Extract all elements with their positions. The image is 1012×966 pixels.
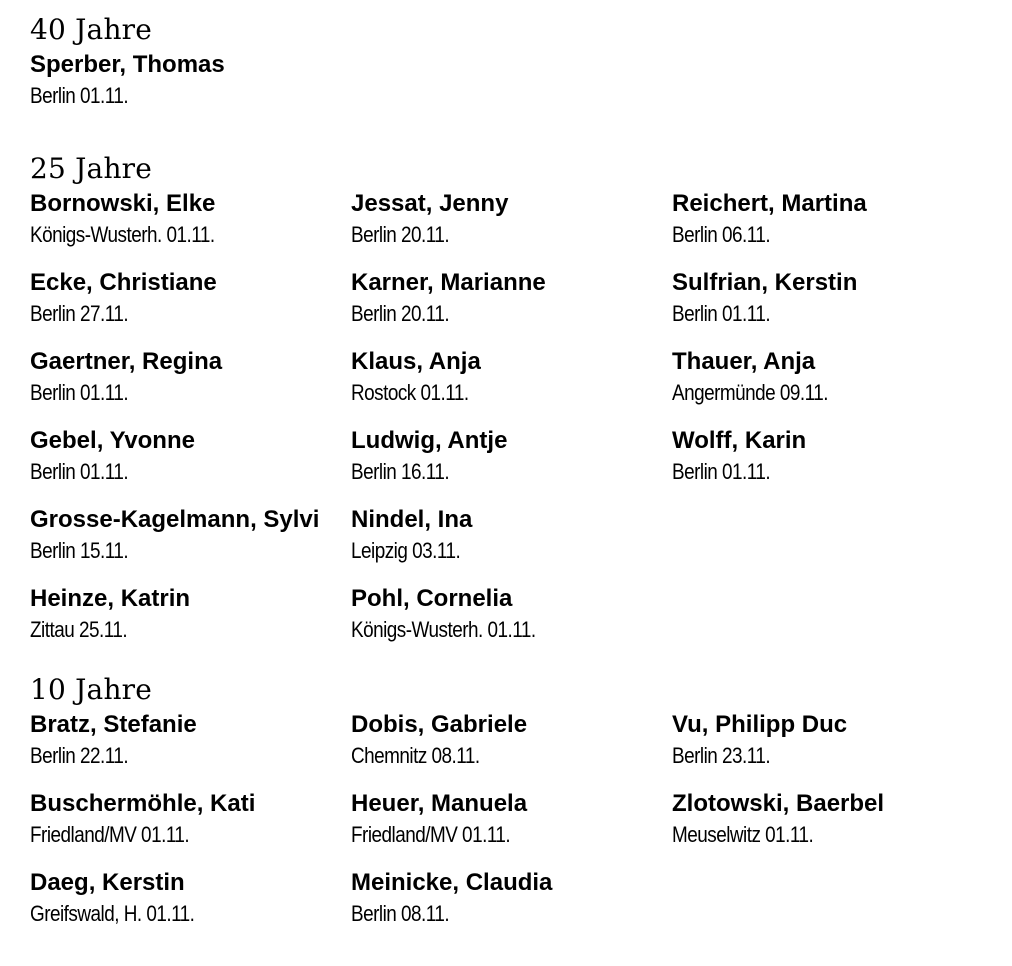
section-title-10-jahre: 10 Jahre — [30, 673, 153, 706]
entry-name: Sperber, Thomas — [30, 51, 225, 78]
entry — [351, 789, 672, 868]
entry-location-date: Berlin 01.11. — [30, 83, 129, 108]
entry-location-date: Berlin 16.11. — [351, 459, 450, 484]
entry — [351, 426, 672, 505]
entry — [30, 189, 351, 268]
entry — [351, 868, 672, 947]
entry — [351, 584, 672, 663]
entry — [30, 50, 351, 129]
entry-location-date: Berlin 01.11. — [30, 380, 129, 405]
entry — [672, 710, 993, 789]
entry-name: Reichert, Martina — [672, 190, 867, 217]
section-title-40-jahre: 40 Jahre — [30, 13, 153, 46]
entry-location-date: Berlin 20.11. — [351, 222, 450, 247]
entry-location-date: Berlin 01.11. — [30, 459, 129, 484]
entry-location-date: Königs-Wusterh. 01.11. — [30, 222, 215, 247]
entries-40-jahre — [30, 50, 1000, 129]
entry-name: Gebel, Yvonne — [30, 427, 195, 454]
entry-location-date: Rostock 01.11. — [351, 380, 469, 405]
entry-location-date: Berlin 27.11. — [30, 301, 129, 326]
entry-location-date: Greifswald, H. 01.11. — [30, 901, 195, 926]
entry-name: Meinicke, Claudia — [351, 869, 553, 896]
entry-name: Sulfrian, Kerstin — [672, 269, 858, 296]
section-40-jahre — [30, 12, 1000, 129]
entry-name: Dobis, Gabriele — [351, 711, 528, 738]
entry-name: Wolff, Karin — [672, 427, 807, 454]
entry-location-date: Berlin 15.11. — [30, 538, 129, 563]
section-title-25-jahre: 25 Jahre — [30, 152, 153, 185]
entry-location-date: Chemnitz 08.11. — [351, 743, 480, 768]
entry-location-date: Berlin 20.11. — [351, 301, 450, 326]
entry — [351, 189, 672, 268]
entry — [672, 789, 993, 868]
entry-name: Zlotowski, Baerbel — [672, 790, 885, 817]
entry-location-date: Königs-Wusterh. 01.11. — [351, 617, 536, 642]
entry — [672, 268, 993, 347]
entry — [351, 710, 672, 789]
entry-name: Heinze, Katrin — [30, 585, 191, 612]
entry — [30, 426, 351, 505]
entry-location-date: Zittau 25.11. — [30, 617, 128, 642]
entries-10-jahre — [30, 710, 1000, 947]
entry-name: Buschermöhle, Kati — [30, 790, 256, 817]
entry-location-date: Angermünde 09.11. — [672, 380, 829, 405]
entry — [30, 268, 351, 347]
entry-name: Daeg, Kerstin — [30, 869, 185, 896]
entry-location-date: Berlin 23.11. — [672, 743, 771, 768]
entry — [30, 868, 351, 947]
entry-name: Bornowski, Elke — [30, 190, 216, 217]
entry — [351, 268, 672, 347]
entry-location-date: Berlin 08.11. — [351, 901, 450, 926]
entry-location-date: Meuselwitz 01.11. — [672, 822, 814, 847]
entry-name: Heuer, Manuela — [351, 790, 528, 817]
anniversary-list — [30, 12, 1000, 947]
entry-name: Pohl, Cornelia — [351, 585, 513, 612]
entry-name: Karner, Marianne — [351, 269, 546, 296]
entry-location-date: Berlin 22.11. — [30, 743, 129, 768]
entry-name: Klaus, Anja — [351, 348, 481, 375]
entry-name: Gaertner, Regina — [30, 348, 223, 375]
entry-location-date: Leipzig 03.11. — [351, 538, 461, 563]
entry-name: Vu, Philipp Duc — [672, 711, 848, 738]
entry-name: Ludwig, Antje — [351, 427, 508, 454]
entry-location-date: Berlin 01.11. — [672, 459, 771, 484]
section-10-jahre — [30, 672, 1000, 947]
entry — [672, 426, 993, 505]
entry — [30, 505, 351, 584]
entry-location-date: Berlin 06.11. — [672, 222, 771, 247]
entry — [672, 189, 993, 268]
entry — [30, 789, 351, 868]
entry — [30, 584, 351, 663]
section-25-jahre — [30, 151, 1000, 663]
entry-name: Grosse-Kagelmann, Sylvi — [30, 506, 320, 533]
entry — [351, 347, 672, 426]
entry-location-date: Friedland/MV 01.11. — [351, 822, 511, 847]
entry-name: Bratz, Stefanie — [30, 711, 197, 738]
entry — [351, 505, 672, 584]
entry-location-date: Berlin 01.11. — [672, 301, 771, 326]
entry-name: Jessat, Jenny — [351, 190, 509, 217]
entry — [672, 347, 993, 426]
entry-name: Ecke, Christiane — [30, 269, 217, 296]
entries-25-jahre — [30, 189, 1000, 663]
entry-name: Thauer, Anja — [672, 348, 816, 375]
entry-location-date: Friedland/MV 01.11. — [30, 822, 190, 847]
entry-name: Nindel, Ina — [351, 506, 473, 533]
entry — [30, 710, 351, 789]
entry — [30, 347, 351, 426]
